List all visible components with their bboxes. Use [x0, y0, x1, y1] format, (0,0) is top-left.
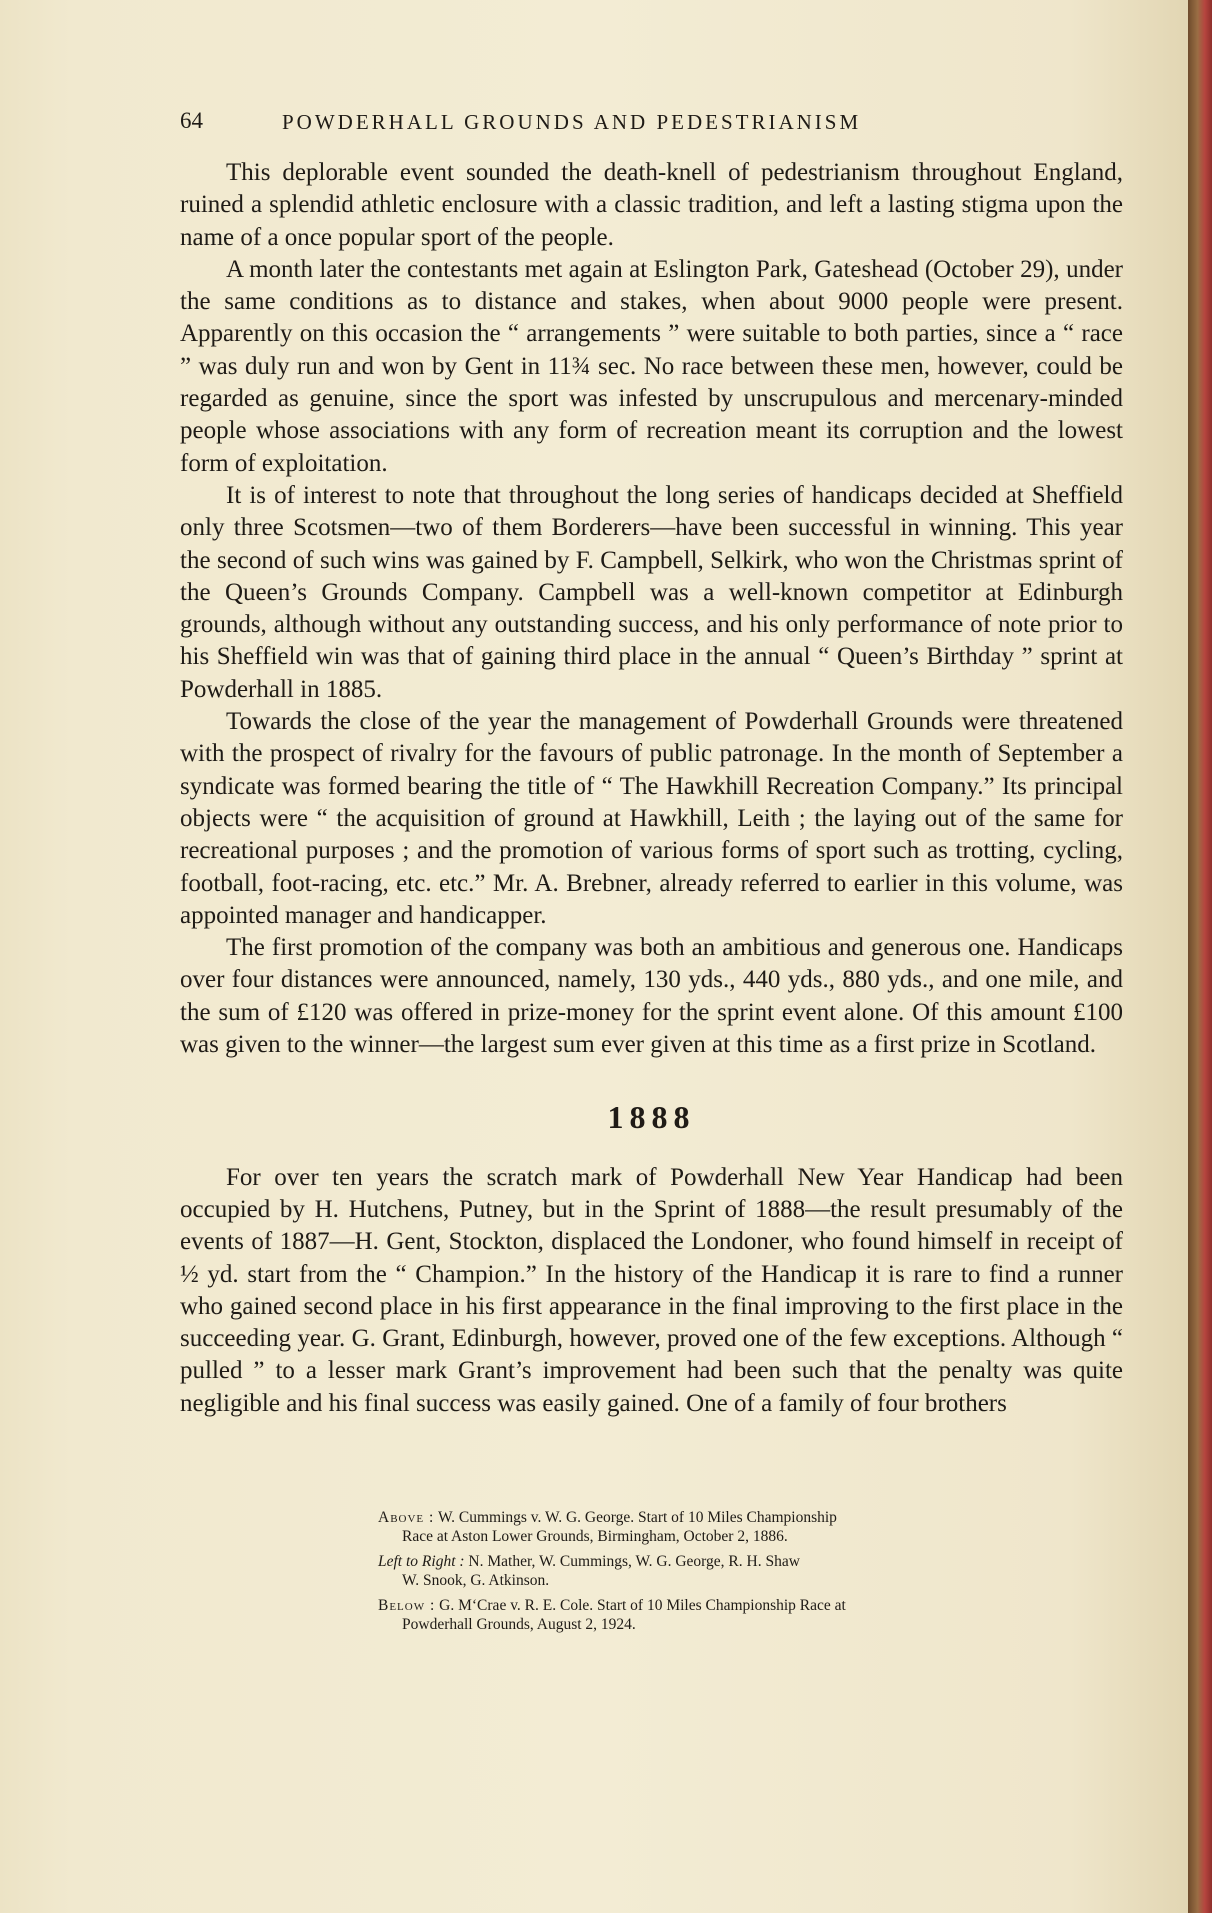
page-header: [180, 108, 1030, 142]
caption-line: Race at Aston Lower Grounds, Birmingham, October 2, 1886.: [402, 1528, 788, 1545]
paragraph: Towards the close of the year the management of Powderhall Grounds were threatened with the prospect of rivalry for the favours of public patronage. In the month of September a syndicate was formed bearing the title of “ The Hawkhill Recreation Company.” Its principal objects were “ the acquisition of ground at Hawkhill, Leith ; the laying out of the same for recreational purposes ; and the promotion of various forms of sport such as trotting, cycling, football, foot-racing, etc. etc.” Mr. A. Brebner, already referred to earlier in this volume, was appointed manager and handicapper.: [180, 708, 1123, 929]
caption-line: W. Snook, G. Atkinson.: [402, 1572, 550, 1589]
caption-lead: Below :: [378, 1597, 436, 1614]
paragraph: It is of interest to note that throughout the long series of handicaps decided at Sheffield only three Scotsmen—two of them Borderers—have been successful in winning. This year the second of such wins was gained by F. Campbell, Selkirk, who won the Christmas sprint of the Queen’s Grounds Company. Campbell was a well-known competitor at Edinburgh grounds, although without any outstanding success, and his only performance of note prior to his Sheffield win was that of gaining third place in the annual “ Queen’s Birthday ” sprint at Powderhall in 1885.: [180, 481, 1123, 703]
page-number: 64: [180, 108, 203, 133]
caption-lead: Left to Right :: [378, 1553, 465, 1570]
paragraph: The first promotion of the company was both an ambitious and generous one. Handicaps over four distances were announced, namely, 130 yds., 440 yds., 880 yds., and one mile, and the sum of £120 was offered in prize-money for the sprint event alone. Of this amount £100 was given to the winner—the largest sum ever given at this time as a first prize in Scotland.: [180, 934, 1123, 1059]
caption-line: Powderhall Grounds, August 2, 1924.: [402, 1616, 636, 1633]
caption-above: [378, 1508, 1113, 1546]
caption-line: G. M‘Crae v. R. E. Cole. Start of 10 Miles Championship Race at: [439, 1597, 846, 1614]
caption-line: W. Cummings v. W. G. George. Start of 10 Miles Championship: [437, 1509, 837, 1526]
book-spine-edge: [1188, 0, 1212, 1913]
running-head: POWDERHALL GROUNDS AND PEDESTRIANISM: [282, 110, 862, 134]
caption-left-to-right: [378, 1552, 1113, 1590]
caption-lead: Above :: [378, 1509, 435, 1526]
year-heading: 1888: [607, 1099, 696, 1136]
paragraph: For over ten years the scratch mark of Powderhall New Year Handicap had been occupied by H. Hutchens, Putney, but in the Sprint of 1888—the result presumably of the events of 1887—H. Gent, Stockton, displaced the Londoner, who found himself in receipt of ½ yd. start from the “ Champion.” In the history of the Handicap it is rare to find a runner who gained second place in his first appearance in the final improving to the first place in the succeeding year. G. Grant, Edinburgh, however, proved one of the few exceptions. Although “ pulled ” to a lesser mark Grant’s improvement had been such that the penalty was quite negligible and his final success was easily gained. One of a family of four brothers: [180, 1163, 1123, 1417]
caption-line: N. Mather, W. Cummings, W. G. George, R. H. Shaw: [468, 1553, 800, 1570]
paragraph: A month later the contestants met again at Eslington Park, Gateshead (October 29), under the same conditions as to distance and stakes, when about 9000 people were present. Apparently on this occasion the “ arrangements ” were suitable to both parties, since a “ race ” was duly run and won by Gent in 11¾ sec. No race between these men, however, could be regarded as genuine, since the sport was infested by unscrupulous and mercenary-minded people whose associations with any form of recreation meant its corruption and the lowest form of exploitation.: [180, 255, 1123, 477]
body-text: [180, 157, 1123, 1420]
photo-captions: [378, 1508, 1113, 1640]
paragraph: This deplorable event sounded the death-knell of pedestrianism throughout England, ruined a splendid athletic enclosure with a classic tradition, and left a lasting stigma upon the name of a once popular sport of the people.: [180, 159, 1123, 251]
caption-below: [378, 1596, 1113, 1634]
